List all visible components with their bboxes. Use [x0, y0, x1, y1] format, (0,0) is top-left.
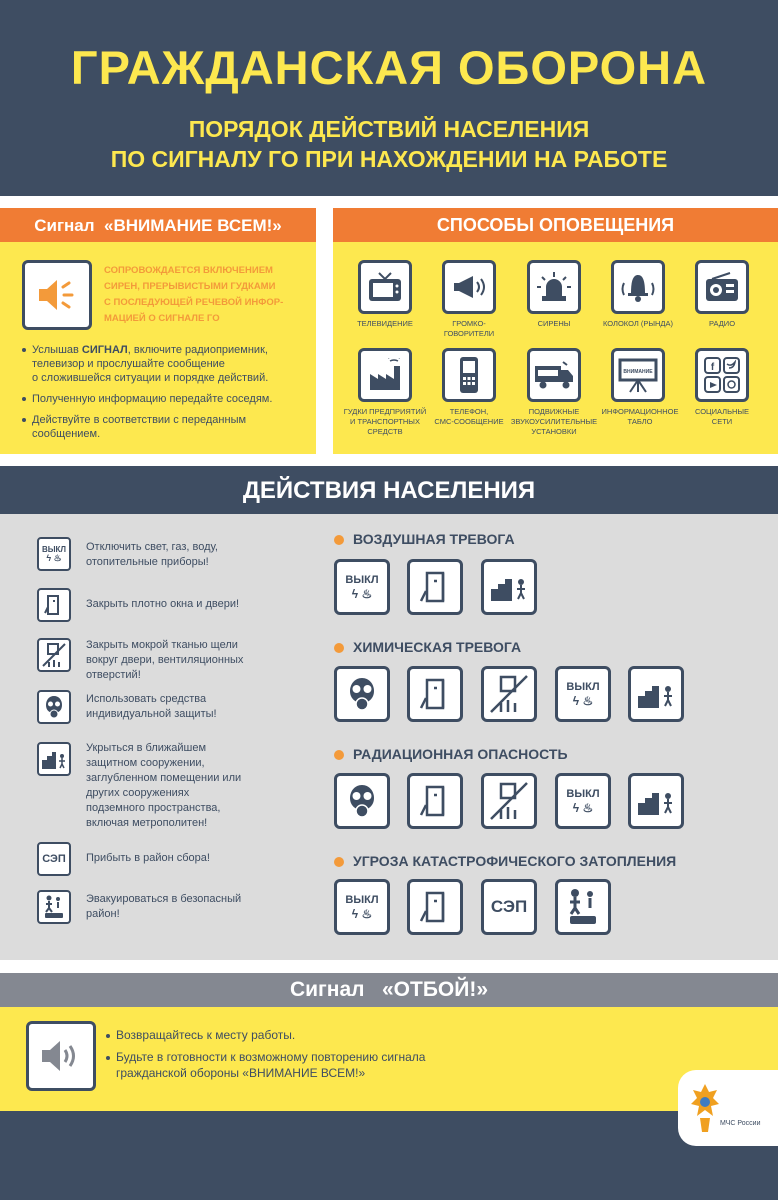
attention-line: СИРЕН, ПРЕРЫВИСТЫМИ ГУДКАМИ: [104, 281, 276, 292]
method-label: КОЛОКОЛ (РЫНДА): [603, 319, 673, 328]
method-label: ПОДВИЖНЫЕ ЗВУКОУСИЛИТЕЛЬНЫЕ УСТАНОВКИ: [510, 407, 598, 436]
allclear-bullet-2: [106, 1049, 425, 1081]
assembly-point-icon: [37, 842, 71, 876]
factory-icon: [358, 348, 412, 402]
bullet-dot: [334, 643, 344, 653]
radio-icon: [695, 260, 749, 314]
sep-label: СЭП: [42, 853, 66, 865]
attention-line: МАЦИЕЙ О СИГНАЛЕ ГО: [104, 313, 220, 324]
door-window-icon: [407, 559, 463, 615]
door-window-icon: [407, 879, 463, 935]
legend-text: Укрыться в ближайшем защитном сооружении, заглубленном помещении или других сооружениях подземного пространства, включая метрополитен!: [86, 742, 242, 829]
legend-text: Закрыть мокрой тканью щели вокруг двери, вентиляционных отверстий!: [86, 639, 244, 681]
attention-description: [104, 263, 283, 327]
board-text: ВНИМАНИЕ: [623, 369, 653, 375]
bullet-text: Будьте в готовности к возможному повторению сигнала: [116, 1050, 426, 1064]
shelter-icon: [37, 742, 71, 776]
svg-text:f: f: [710, 362, 715, 373]
page-title: ГРАЖДАНСКАЯ ОБОРОНА: [70, 41, 708, 94]
alert-title-radiation: РАДИАЦИОННАЯ ОПАСНОСТЬ: [353, 746, 568, 762]
legend-text: Прибыть в район сбора!: [86, 852, 210, 864]
method-label: ГУДКИ ПРЕДПРИЯТИЙ И ТРАНСПОРТНЫХ СРЕДСТВ: [343, 407, 427, 436]
method-label: ИНФОРМАЦИОННОЕ ТАБЛО: [601, 407, 679, 426]
attention-heading: Сигнал «ВНИМАНИЕ ВСЕМ!»: [34, 216, 282, 235]
gas-mask-icon: [334, 666, 390, 722]
attention-bullet-1: [22, 343, 268, 385]
bullet-dot: [334, 750, 344, 760]
attention-bullet-3: [22, 413, 246, 441]
truck-icon: [527, 348, 581, 402]
wet-cloth-icon: [37, 638, 71, 672]
switch-off-icon: ВЫКЛ ϟ ♨: [334, 879, 390, 935]
bullet-text: гражданской обороны «ВНИМАНИЕ ВСЕМ!»: [116, 1066, 366, 1080]
evacuation-icon: [555, 879, 611, 935]
social-icon: [695, 348, 749, 402]
vykl-label: ВЫКЛ: [41, 545, 67, 554]
switch-off-icon: ВЫКЛ ϟ ♨: [555, 666, 611, 722]
door-window-icon: [407, 773, 463, 829]
wet-cloth-icon: [481, 666, 537, 722]
method-label: СИРЕНЫ: [537, 319, 571, 328]
allclear-heading: Сигнал «ОТБОЙ!»: [289, 978, 489, 1001]
tv-icon: [358, 260, 412, 314]
gas-mask-icon: [37, 690, 71, 724]
page-subtitle-line2: ПО СИГНАЛУ ГО ПРИ НАХОЖДЕНИИ НА РАБОТЕ: [110, 146, 668, 172]
siren-icon: [527, 260, 581, 314]
bullet-text: сообщением.: [32, 428, 101, 440]
attention-bullet-2: [22, 392, 272, 406]
board-icon: [611, 348, 665, 402]
bullet-text: о сложившейся ситуации и порядке действий.: [32, 372, 269, 384]
assembly-point-icon: СЭП: [481, 879, 537, 935]
bullet-text: , включите радиоприемник,: [127, 344, 268, 356]
allclear-bullet-1: [106, 1027, 295, 1043]
method-label: ТЕЛЕФОН, СМС-СООБЩЕНИЕ: [434, 407, 504, 426]
alert-title-chemical: ХИМИЧЕСКАЯ ТРЕВОГА: [353, 639, 522, 655]
gas-mask-icon: [334, 773, 390, 829]
footer-bar: [0, 1111, 778, 1200]
alert-title-air: ВОЗДУШНАЯ ТРЕВОГА: [353, 531, 515, 547]
evacuation-icon: [37, 890, 71, 924]
bullet-text: Услышав: [32, 344, 82, 356]
speaker-icon: [26, 1021, 96, 1091]
legend-text: Использовать средства индивидуальной защиты!: [86, 693, 217, 720]
bullet-text: телевизор и прослушайте сообщение: [32, 358, 225, 370]
method-label: РАДИО: [708, 319, 736, 328]
door-window-icon: [37, 588, 71, 622]
legend-text: Отключить свет, газ, воду, отопительные приборы!: [86, 541, 218, 568]
method-label: ТЕЛЕВИДЕНИЕ: [357, 319, 413, 328]
logo-text: МЧС России: [720, 1120, 761, 1127]
switch-off-icon: ВЫКЛ ϟ ♨: [555, 773, 611, 829]
legend-text: Эвакуироваться в безопасный район!: [86, 893, 242, 920]
bullet-dot: [334, 857, 344, 867]
page-subtitle-line1: ПОРЯДОК ДЕЙСТВИЙ НАСЕЛЕНИЯ: [188, 116, 590, 142]
attention-line: СОПРОВОЖДАЕТСЯ ВКЛЮЧЕНИЕМ: [104, 265, 273, 276]
bullet-text: Возвращайтесь к месту работы.: [116, 1028, 296, 1042]
loudspeaker-icon: [442, 260, 496, 314]
bell-icon: [611, 260, 665, 314]
switch-off-icon: ВЫКЛ ϟ ♨: [37, 537, 71, 571]
switch-off-icon: ВЫКЛ ϟ ♨: [334, 559, 390, 615]
phone-icon: [442, 348, 496, 402]
shelter-icon: [628, 773, 684, 829]
mchs-emblem-icon: [690, 1082, 720, 1139]
bullet-dot: [334, 535, 344, 545]
wet-cloth-icon: [481, 773, 537, 829]
legend-text: Закрыть плотно окна и двери!: [86, 598, 240, 610]
method-label: ГРОМКО- ГОВОРИТЕЛИ: [443, 319, 495, 338]
method-label: СОЦИАЛЬНЫЕ СЕТИ: [694, 407, 750, 426]
shelter-icon: [481, 559, 537, 615]
actions-heading: ДЕЙСТВИЯ НАСЕЛЕНИЯ: [242, 477, 536, 504]
speaker-icon: [22, 260, 92, 330]
bullet-text: Действуйте в соответствии с переданным: [32, 414, 247, 426]
bullet-text: Полученную информацию передайте соседям.: [32, 393, 273, 405]
shelter-icon: [628, 666, 684, 722]
alert-title-flood: УГРОЗА КАТАСТРОФИЧЕСКОГО ЗАТОПЛЕНИЯ: [353, 853, 677, 869]
attention-line: С ПОСЛЕДУЮЩЕЙ РЕЧЕВОЙ ИНФОР-: [104, 297, 284, 308]
door-window-icon: [407, 666, 463, 722]
methods-heading: СПОСОБЫ ОПОВЕЩЕНИЯ: [436, 215, 675, 235]
bullet-bold: СИГНАЛ: [81, 344, 128, 356]
